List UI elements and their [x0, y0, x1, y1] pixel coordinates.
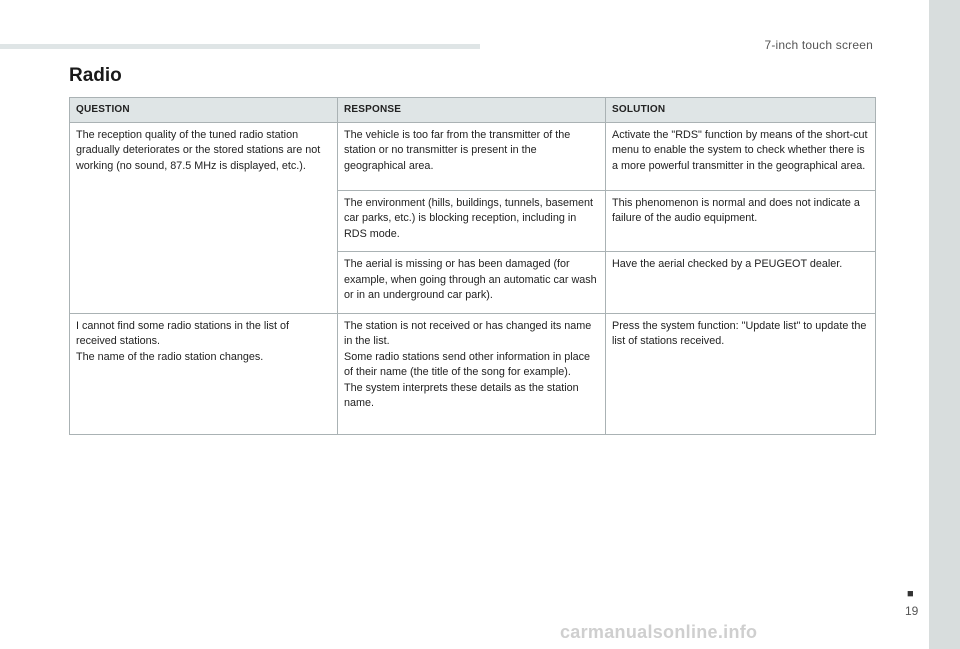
question-cell: I cannot find some radio stations in the list of received stations. The name of the radio station changes.	[70, 313, 338, 434]
table-row	[70, 122, 876, 190]
page-marker: ■	[907, 588, 914, 600]
page-number: 19	[905, 604, 919, 618]
column-header-response: RESPONSE	[338, 98, 606, 123]
response-cell: The vehicle is too far from the transmitter of the station or no transmitter is present in the geographical area.	[338, 122, 606, 190]
solution-cell: This phenomenon is normal and does not indicate a failure of the audio equipment.	[606, 190, 876, 252]
header-rule	[0, 44, 480, 49]
table-header-row	[70, 98, 876, 123]
watermark: carmanualsonline.info	[560, 622, 758, 642]
table-row	[70, 313, 876, 434]
column-header-solution: SOLUTION	[606, 98, 876, 123]
solution-cell: Press the system function: "Update list" to update the list of stations received.	[606, 313, 876, 434]
solution-cell: Activate the "RDS" function by means of the short-cut menu to enable the system to check whether there is a more powerful transmitter in the geographical area.	[606, 122, 876, 190]
column-header-question: QUESTION	[70, 98, 338, 123]
header-label: 7-inch touch screen	[764, 38, 873, 52]
section-title: Radio	[69, 65, 122, 86]
troubleshooting-table	[69, 97, 876, 435]
side-band	[929, 0, 960, 649]
response-cell: The environment (hills, buildings, tunnels, basement car parks, etc.) is blocking reception, including in RDS mode.	[338, 190, 606, 252]
response-cell: The aerial is missing or has been damaged (for example, when going through an automatic car wash or in an underground car park).	[338, 252, 606, 314]
solution-cell: Have the aerial checked by a PEUGEOT dealer.	[606, 252, 876, 314]
response-cell: The station is not received or has changed its name in the list. Some radio stations send other information in place of their name (the title of the song for example). The system interprets these details as the station name.	[338, 313, 606, 434]
question-cell: The reception quality of the tuned radio station gradually deteriorates or the stored stations are not working (no sound, 87.5 MHz is displayed, etc.).	[70, 122, 338, 313]
